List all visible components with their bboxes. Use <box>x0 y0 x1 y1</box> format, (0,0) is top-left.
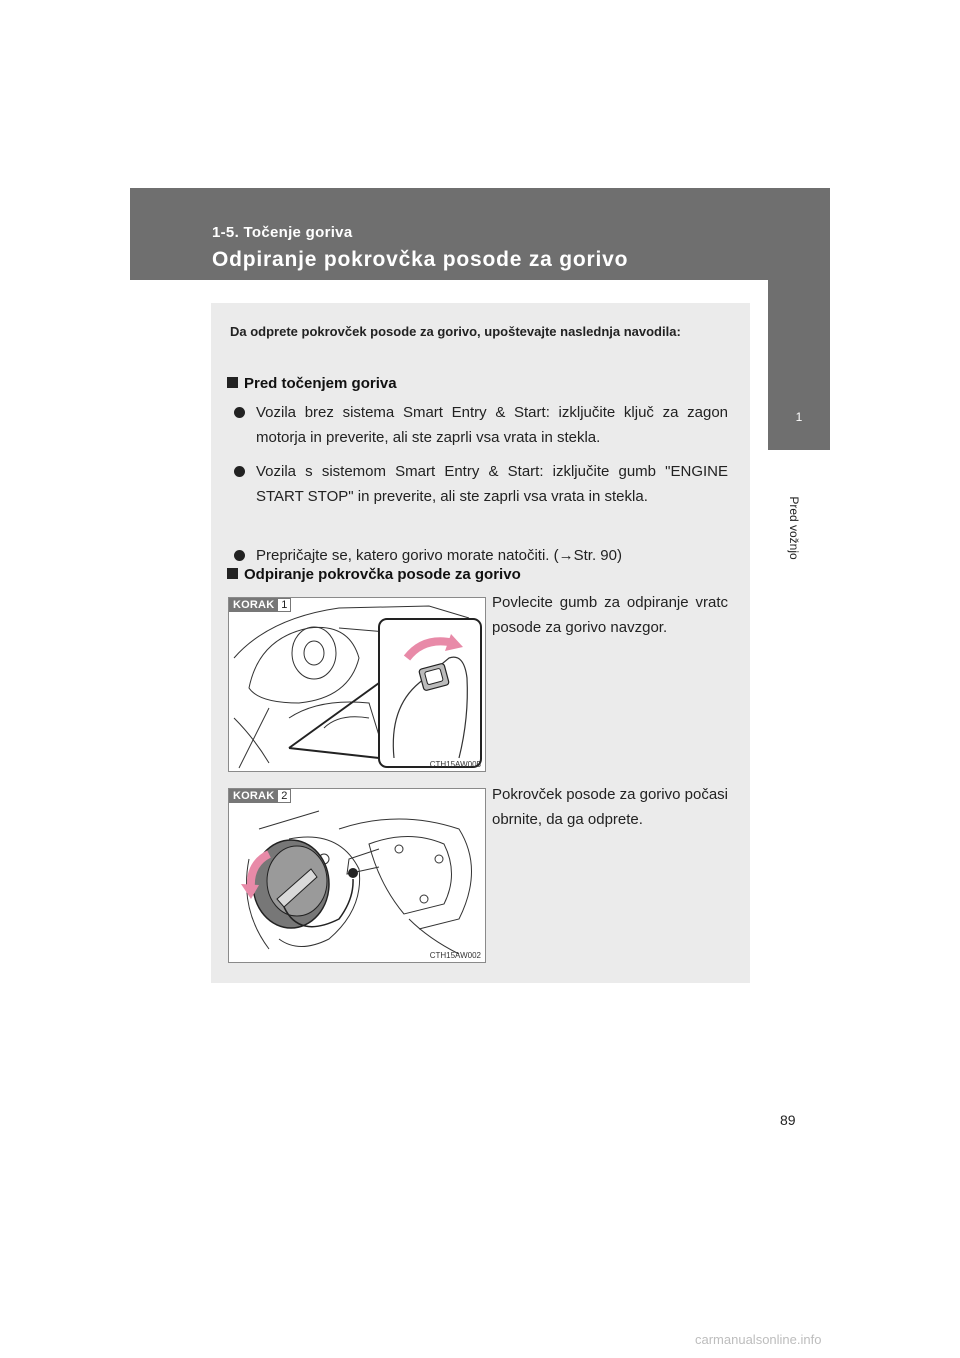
page-header <box>130 188 830 280</box>
intro-text: Da odprete pokrovček posode za gorivo, upoštevajte naslednja navodila: <box>230 324 681 339</box>
section-heading-text: Odpiranje pokrovčka posode za gorivo <box>244 566 521 583</box>
list-item-text: Prepričajte se, katero gorivo morate natočiti. (→Str. 90) <box>256 547 622 564</box>
chapter-number: 1 <box>795 410 803 424</box>
chapter-side-tab <box>768 280 830 450</box>
bullet-dot-icon <box>234 550 245 561</box>
section-label: 1-5. Točenje goriva <box>212 224 353 241</box>
page-number: 89 <box>780 1112 796 1128</box>
step2-text: Pokrovček posode za gorivo počasi obrnite, da ga odprete. <box>492 786 728 828</box>
step1-figure <box>228 597 486 772</box>
step-badge-number: 2 <box>278 789 291 803</box>
square-bullet-icon <box>227 568 238 579</box>
bullet-dot-icon <box>234 407 245 418</box>
step-badge-number: 1 <box>278 598 291 612</box>
list-item <box>234 543 728 568</box>
bullet-dot-icon <box>234 466 245 477</box>
step-badge-label: KORAK <box>229 598 278 612</box>
step2-figure <box>228 788 486 963</box>
car-interior-illustration <box>229 598 485 771</box>
list-item <box>234 459 728 509</box>
section-heading-text: Pred točenjem goriva <box>244 375 397 392</box>
content-box <box>211 303 750 983</box>
page-title: Odpiranje pokrovčka posode za gorivo <box>212 248 629 271</box>
fuel-cap-illustration <box>229 789 485 962</box>
step-badge <box>229 789 291 803</box>
square-bullet-icon <box>227 377 238 388</box>
chapter-title <box>784 488 804 568</box>
step-badge-label: KORAK <box>229 789 278 803</box>
chapter-title-text: Pred vožnjo <box>787 496 801 560</box>
section-heading-opening-cap <box>227 566 521 583</box>
list-item-text: Vozila brez sistema Smart Entry & Start: izključite ključ za zagon motorja in preverite, ali ste zaprli vsa vrata in stekla. <box>256 404 728 446</box>
image-code: CTH15AW002 <box>429 951 481 960</box>
step1-text: Povlecite gumb za odpiranje vratc posode za gorivo navzgor. <box>492 594 728 636</box>
list-item-text: Vozila s sistemom Smart Entry & Start: izključite gumb "ENGINE START STOP" in preverite, ali ste zaprli vsa vrata in stekla. <box>256 463 728 505</box>
watermark: carmanualsonline.info <box>695 1332 822 1347</box>
image-code: CTH15AW005 <box>429 760 481 769</box>
list-item <box>234 400 728 450</box>
section-heading-before-fueling <box>227 375 397 392</box>
step-badge <box>229 598 291 612</box>
